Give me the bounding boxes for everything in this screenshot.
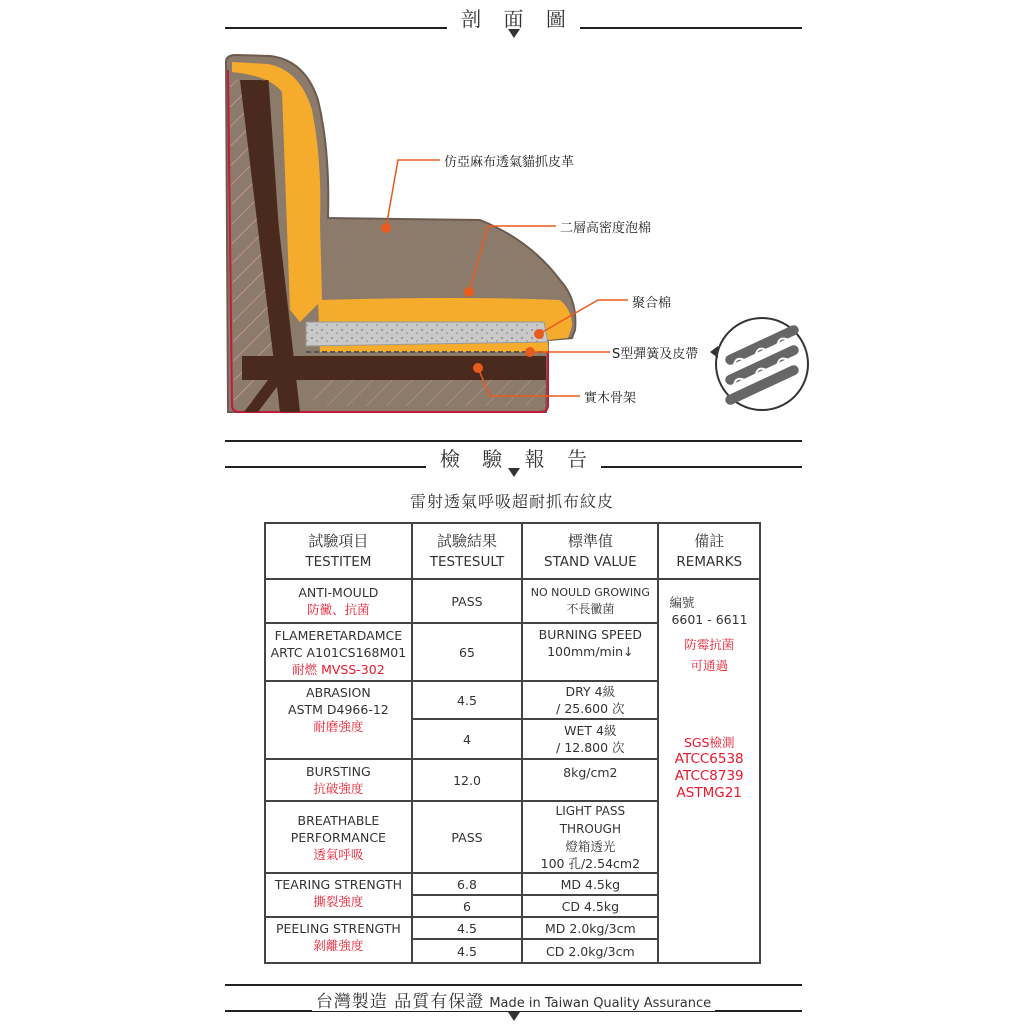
table-header-row <box>265 523 760 579</box>
table-cell: PASS <box>412 579 522 623</box>
cell-text: 防霉抗菌 <box>684 637 735 652</box>
down-arrow-icon <box>508 1012 520 1021</box>
cell-text: 防黴、抗菌 <box>307 602 370 617</box>
cell-text: / 12.800 次 <box>556 740 625 755</box>
cell-text: TEARING STRENGTH <box>274 877 402 892</box>
cell-text: LIGHT PASS THROUGH <box>555 804 626 836</box>
cell-text: SGS檢測 <box>683 735 735 750</box>
report-subtitle: 雷射透氣呼吸超耐抓布紋皮 <box>409 492 614 511</box>
callout-frame-label: 實木骨架 <box>584 391 637 406</box>
cell-text: 抗破強度 <box>313 781 364 796</box>
test-report-table <box>264 522 761 964</box>
table-cell <box>265 873 412 917</box>
table-cell: 4 <box>412 719 522 759</box>
cell-text: 試驗項目 <box>308 531 369 550</box>
cell-text: 標準值 <box>567 531 613 550</box>
cell-text: ATCC6538 <box>674 751 744 767</box>
sofa-cross-section-diagram <box>0 0 1024 440</box>
callout-foam-label: 二層高密度泡棉 <box>560 221 652 236</box>
table-cell <box>522 681 658 719</box>
cell-text: / 25.600 次 <box>556 701 625 716</box>
table-cell <box>522 623 658 681</box>
cell-text: ABRASION <box>306 685 371 700</box>
callout-spring-label: S型彈簧及皮帶 <box>612 347 699 362</box>
down-arrow-icon <box>508 468 520 477</box>
table-cell <box>522 579 658 623</box>
table-cell: 4.5 <box>412 939 522 963</box>
cell-text: STAND VALUE <box>544 553 637 570</box>
table-cell: MD 4.5kg <box>522 873 658 895</box>
table-cell <box>265 579 412 623</box>
callout-batting-label: 聚合棉 <box>632 296 672 311</box>
cell-text: PEELING STRENGTH <box>275 921 401 936</box>
cell-text: WET 4級 <box>564 723 617 738</box>
callout-leather-label: 仿亞麻布透氣貓抓皮革 <box>444 155 575 170</box>
table-cell <box>265 801 412 873</box>
cell-text: 6601 - 6611 <box>671 612 748 627</box>
header-test-result <box>412 523 522 579</box>
cell-text: 100 孔/2.54cm2 <box>540 856 641 871</box>
cell-text: PERFORMANCE <box>290 829 386 845</box>
table-cell <box>522 801 658 873</box>
header-standard-value <box>522 523 658 579</box>
table-cell: 65 <box>412 623 522 681</box>
cell-text: BURSTING <box>306 764 371 779</box>
cell-text: ATCC8739 <box>674 768 744 784</box>
cell-text: 試驗結果 <box>436 531 497 550</box>
section-title: 檢 驗 報 告 <box>225 443 802 472</box>
footer-en: Made in Taiwan Quality Assurance <box>489 996 712 1011</box>
cell-text: 100mm/min↓ <box>547 644 634 659</box>
section-title: 剖 面 圖 <box>225 3 802 32</box>
table-cell: CD 4.5kg <box>522 895 658 917</box>
cell-text: 剝離強度 <box>313 938 364 953</box>
cell-text: TESTESULT <box>429 553 505 570</box>
table-cell: 4.5 <box>412 917 522 939</box>
table-cell <box>265 917 412 963</box>
cell-text: REMARKS <box>676 553 743 570</box>
table-cell <box>265 759 412 801</box>
cell-text: ASTMG21 <box>676 785 742 801</box>
table-row-anti-mould <box>265 579 760 623</box>
cell-text: 編號 <box>669 595 695 610</box>
table-cell: 12.0 <box>412 759 522 801</box>
cell-text: NO NOULD GROWING <box>530 586 650 599</box>
header-remarks <box>658 523 760 579</box>
remarks-cell <box>658 579 760 963</box>
cell-text: 透氣呼吸 <box>313 846 364 862</box>
table-cell: 6 <box>412 895 522 917</box>
cell-text: BREATHABLE <box>297 812 380 828</box>
cell-text: ASTM D4966-12 <box>288 702 389 717</box>
cell-text: 備註 <box>694 531 725 550</box>
table-cell <box>522 719 658 759</box>
cell-text: 不長黴菌 <box>566 602 615 616</box>
section-header-test-report <box>225 440 802 480</box>
divider-line <box>225 440 802 442</box>
cell-text: ARTC A101CS168M01 <box>270 644 407 660</box>
cell-text: 耐燃 MVSS-302 <box>292 661 385 677</box>
table-cell <box>265 623 412 681</box>
table-cell <box>265 681 412 759</box>
table-cell: 4.5 <box>412 681 522 719</box>
s-spring-detail-icon <box>710 318 808 410</box>
cell-text: 耐磨強度 <box>313 719 364 734</box>
cell-text: BURNING SPEED <box>538 627 643 642</box>
table-cell: CD 2.0kg/3cm <box>522 939 658 963</box>
cell-text: FLAMERETARDAMCE <box>274 627 403 643</box>
table-cell: 8kg/cm2 <box>522 759 658 801</box>
cell-text: ANTI-MOULD <box>298 585 379 600</box>
header-test-item <box>265 523 412 579</box>
cell-text: 撕裂強度 <box>313 894 364 909</box>
table-cell: PASS <box>412 801 522 873</box>
footer-text <box>225 987 802 1012</box>
table-cell: MD 2.0kg/3cm <box>522 917 658 939</box>
divider-line <box>225 984 802 986</box>
cell-text: TESTITEM <box>305 553 372 570</box>
cell-text: 燈箱透光 <box>565 839 616 854</box>
table-cell: 6.8 <box>412 873 522 895</box>
footer-zh: 台灣製造 品質有保證 <box>315 992 485 1012</box>
cell-text: DRY 4級 <box>565 684 616 699</box>
cell-text: 可通過 <box>690 658 728 673</box>
